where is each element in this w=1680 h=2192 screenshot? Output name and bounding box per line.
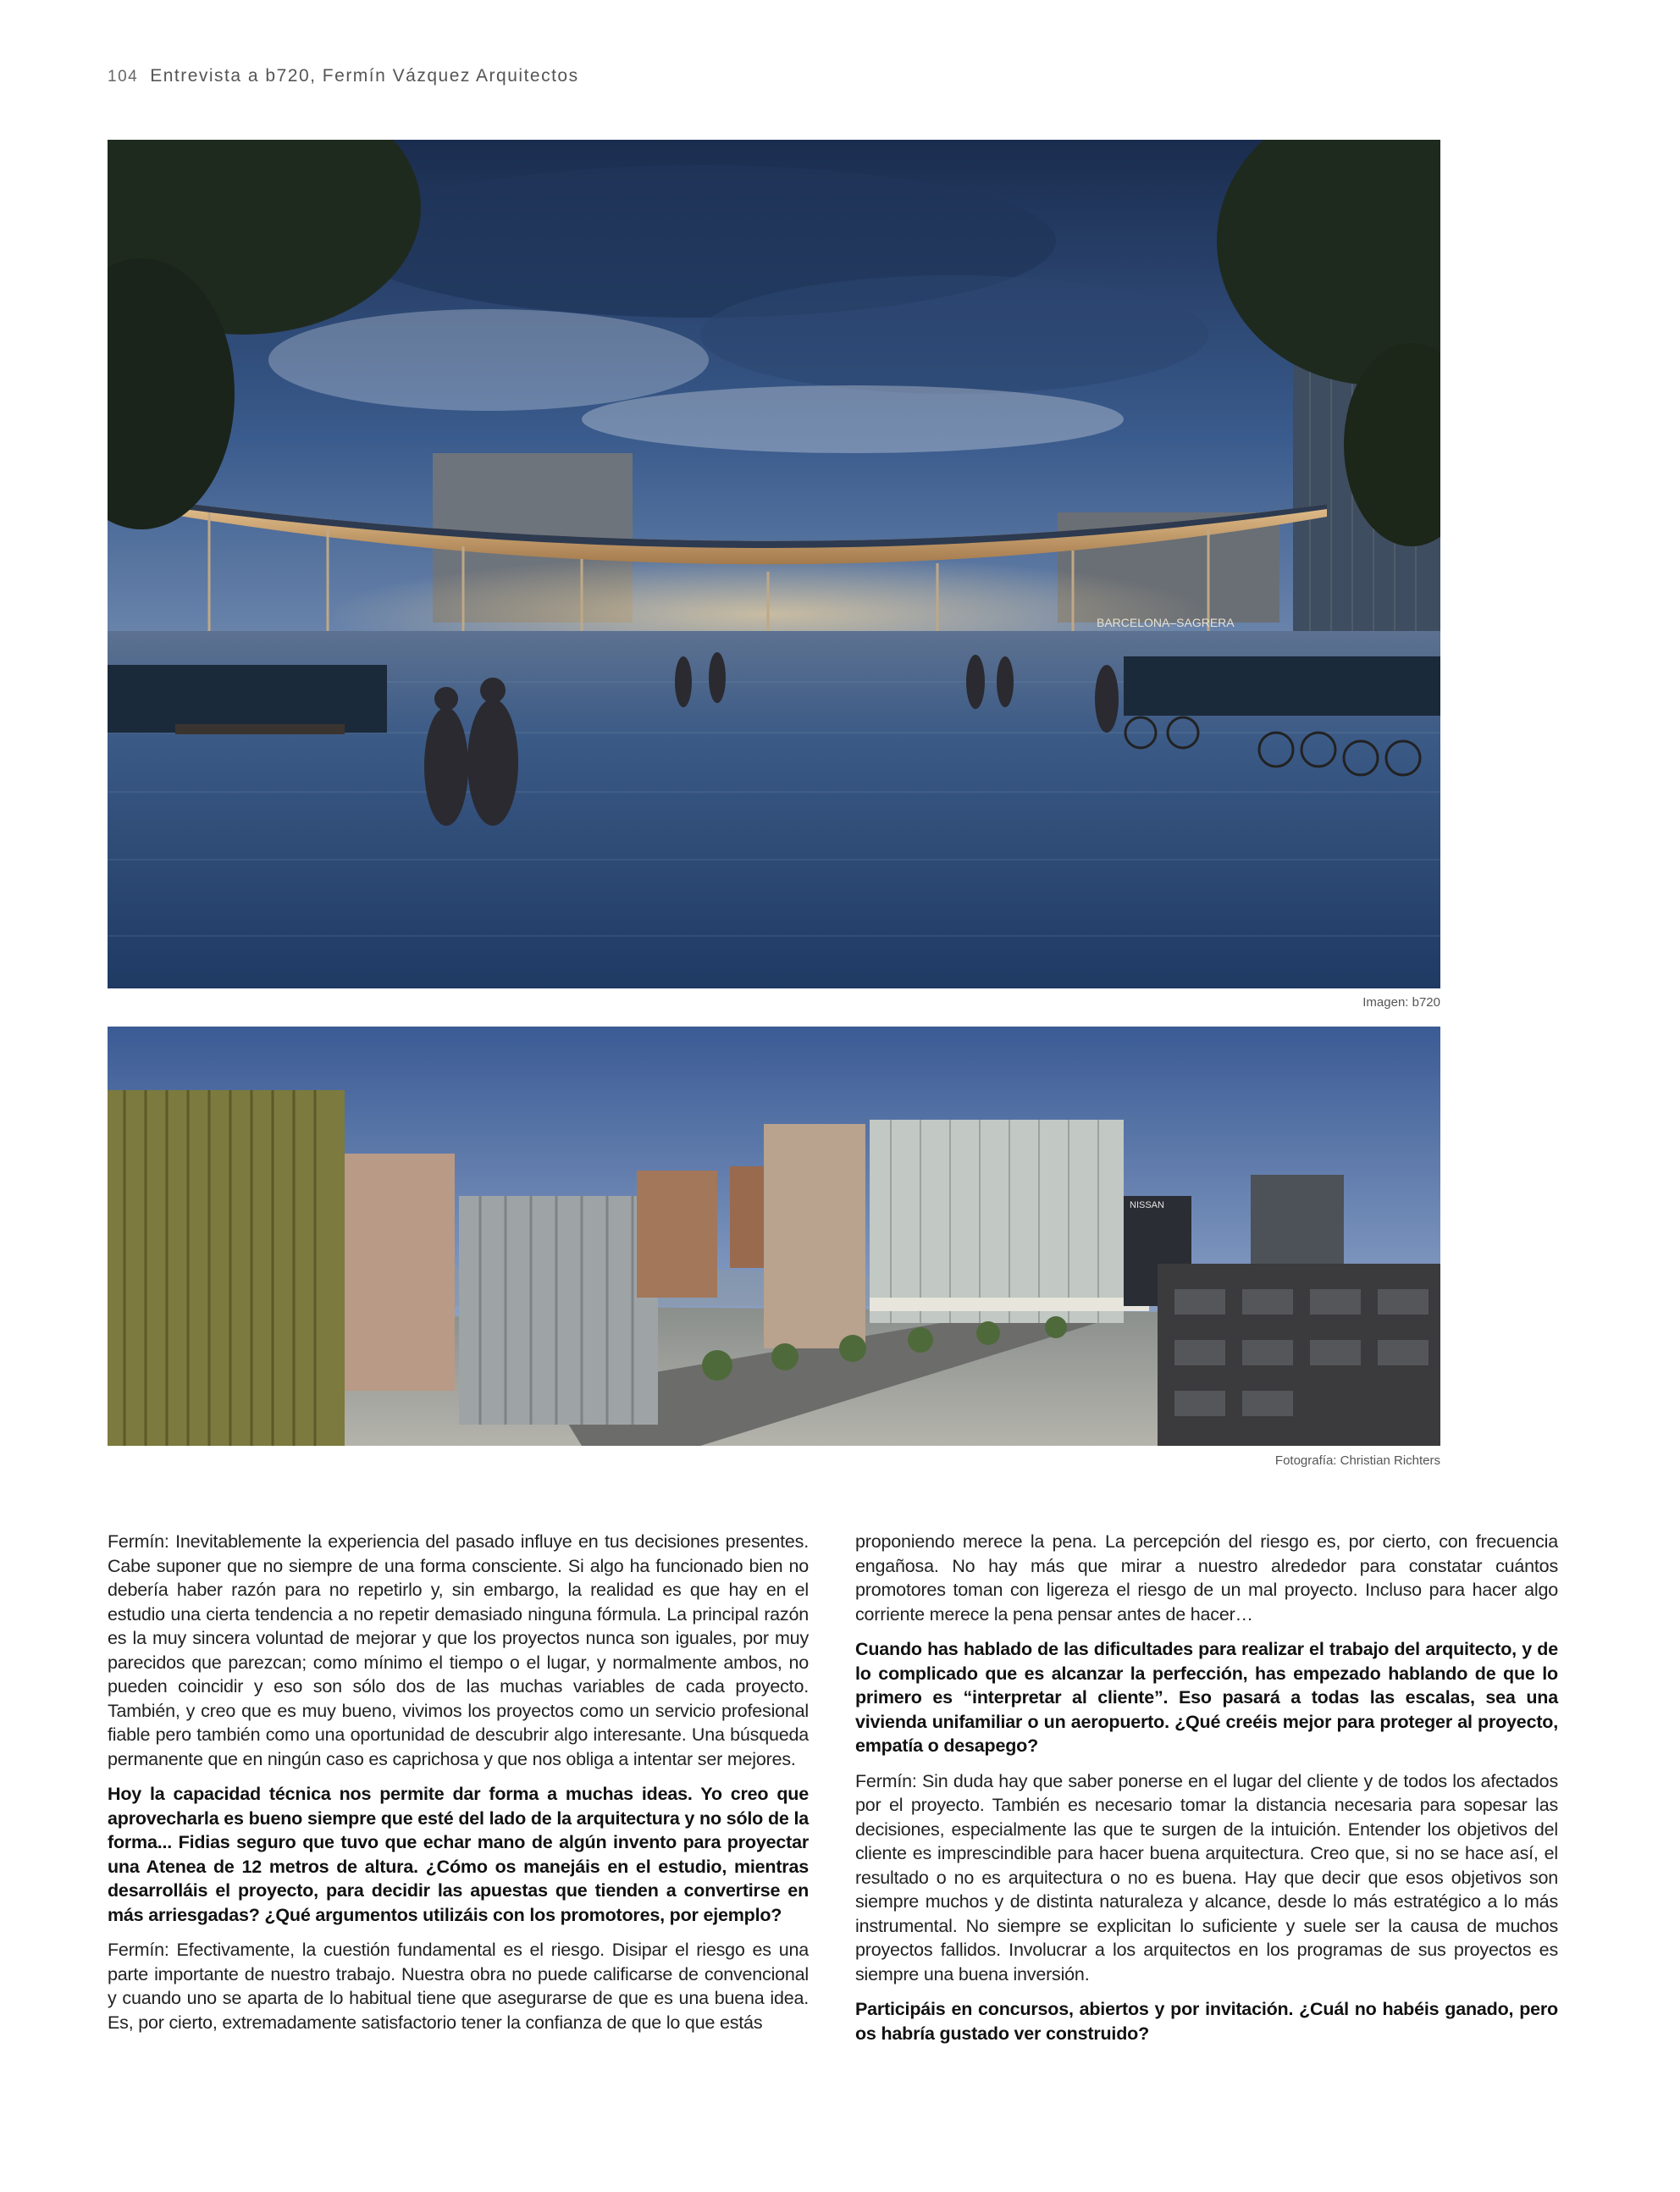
answer-paragraph: proponiendo merece la pena. La percepción del riesgo es, por cierto, con frecuencia engañosa. No hay más que mirar a nuestro alrededor para constatar cuántos promotores toman con ligereza el riesgo de un mal proyecto. Incluso para hacer algo corriente merece la pena pensar antes de hacer… [855,1531,1558,1625]
right-text-column [855,1530,1558,2056]
page-number: 104 [108,68,139,86]
question-paragraph: Participáis en concursos, abiertos y por invitación. ¿Cuál no habéis ganado, pero os habría gustado ver construido? [855,1999,1558,2044]
image-caption-1: Imagen: b720 [1362,995,1440,1010]
answer-paragraph: Fermín: Inevitablemente la experiencia del pasado influye en tus decisiones presentes. Cabe suponer que no siempre de una forma consciente. Si algo ha funcionado bien no debería haber razón para no repetirlo y, sin embargo, la realidad es que hay en el estudio una cierta tendencia a no repetir demasiado ninguna fórmula. La principal razón es la muy sincera voluntad de mejorar y que los proyectos nunca son iguales, por muy parecidos que parezcan; como mínimo el tiempo o el lugar, y normalmente ambos, no pueden coincidir y eso son sólo dos de las muchas variables de cada proyecto. También, y creo que es muy bueno, vivimos los proyectos como un servicio profesional fiable pero también como una oportunidad de descubrir algo interesante. Una búsqueda permanente que en ningún caso es caprichosa y que nos obliga a intentar ser mejores. [108,1531,809,1769]
running-header [108,66,579,86]
nissan-sign-text: NISSAN [1130,1200,1164,1210]
answer-paragraph: Fermín: Sin duda hay que saber ponerse en el lugar del cliente y de todos los afectados por el proyecto. También es necesario tomar la distancia necesaria para sopesar las decisiones, especialmente las que te surgen de la intuición. Entender los objetivos del cliente es imprescindible para hacer buena arquitectura. Creo que, si no se hace así, el resultado o no es arquitectura o no es buena. Hay que decir que esos objetivos son siempre muchos y de distinta naturaleza y alcance, desde lo más estratégico a lo más instrumental. No siempre se explicitan lo suficiente y suele ser la causa de muchos proyectos fallidos. Involucrar a los arquitectos en los programas de sus proyectos es siempre una buena inversión. [855,1770,1558,1984]
header-title: Entrevista a b720, Fermín Vázquez Arquitectos [150,66,579,86]
question-paragraph: Cuando has hablado de las dificultades para realizar el trabajo del arquitecto, y de lo complicado que es alcanzar la perfección, has empezado hablando de que lo primero es “interpretar al cliente”. Eso pasará a todas las escalas, sea una vivienda unifamiliar o un aeropuerto. ¿Qué creéis mejor para proteger al proyecto, empatía o desapego? [855,1639,1558,1756]
question-paragraph: Hoy la capacidad técnica nos permite dar forma a muchas ideas. Yo creo que aprovecharla es bueno siempre que esté del lado de la arquitectura y no sólo de la forma... Fidias seguro que tuvo que echar mano de algún invento para proyectar una Atenea de 12 metros de altura. ¿Cómo os manejáis en el estudio, mientras desarrolláis el proyecto, para decidir las apuestas que tienden a convertirse en más arriesgadas? ¿Qué argumentos utilizáis con los promotores, por ejemplo? [108,1784,809,1925]
left-text-column [108,1530,809,2045]
image-caption-2: Fotografía: Christian Richters [1274,1453,1440,1468]
answer-paragraph: Fermín: Efectivamente, la cuestión fundamental es el riesgo. Disipar el riesgo es una parte importante de nuestro trabajo. Nuestra obra no puede calificarse de convencional y cuando uno se aparta de lo habitual tiene que asegurarse de que es una buena idea. Es, por cierto, extremadamente satisfactorio tener la confianza de que lo que estás [108,1940,809,2033]
office-towers-photo [108,1027,1440,1446]
station-render-image [108,140,1440,988]
station-sign-text: BARCELONA–SAGRERA [1097,616,1235,629]
